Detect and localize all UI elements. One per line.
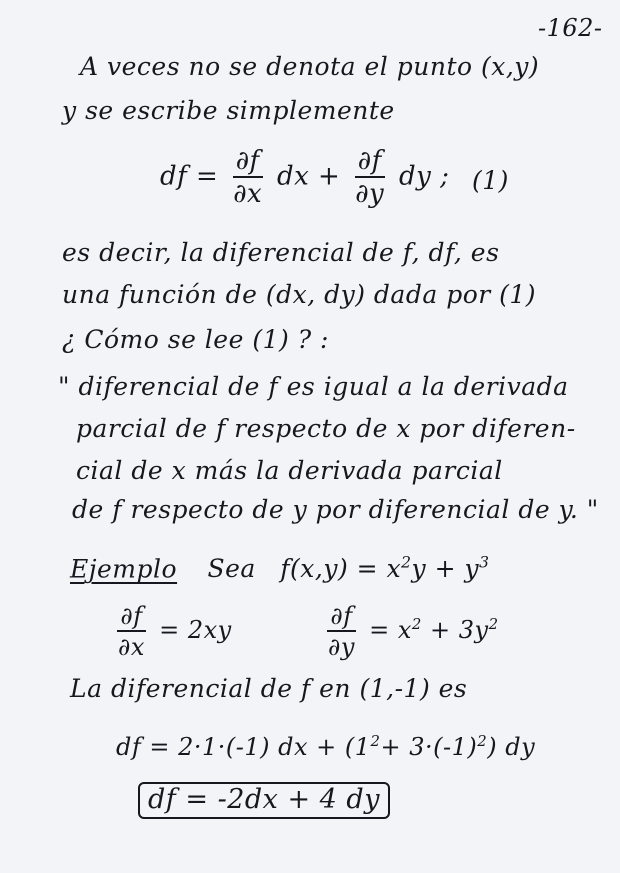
partial-x-result <box>112 604 232 659</box>
para2-line-3: ¿ Cómo se lee (1) ? : <box>62 325 329 354</box>
pdy-value-b: + 3y <box>430 616 489 644</box>
calc-exp-a: 2 <box>370 732 381 750</box>
fdef-exp-1: 2 <box>401 554 412 572</box>
equation-1-tag: (1) <box>472 166 509 195</box>
pdy-exp-a: 2 <box>411 615 422 633</box>
fdef-exp-2: 3 <box>479 554 490 572</box>
example-sea: Sea <box>207 554 256 584</box>
example-label: Ejemplo <box>70 554 178 584</box>
calc-a: df = 2·1·(-1) dx + (1 <box>116 733 371 761</box>
eq1-mid: dx + <box>276 161 341 192</box>
eq1-lhs: df = <box>160 161 219 192</box>
para2-line-2: una función de (dx, dy) dada por (1) <box>62 280 537 309</box>
equation-1 <box>160 148 449 207</box>
pdx-den: ∂x <box>118 633 145 661</box>
partial-f-partial-x <box>230 148 265 207</box>
function-definition <box>280 554 489 583</box>
quote-line-1: " diferencial de f es igual a la derivada <box>58 372 569 401</box>
pdx-value: = 2xy <box>159 616 232 644</box>
intro-line-2: y se escribe simplemente <box>62 96 395 125</box>
eq1-tail: dy ; <box>399 161 450 192</box>
boxed-result: df = -2dx + 4 dy <box>138 782 390 819</box>
pdx-num: ∂f <box>117 604 145 632</box>
quote-line-2: parcial de f respecto de x por diferen- <box>76 414 576 443</box>
pdy-exp-b: 2 <box>488 615 499 633</box>
fdef-a: f(x,y) = x <box>280 554 402 584</box>
pdx-fraction <box>115 604 148 659</box>
example-heading <box>70 554 490 583</box>
intro-line-1: A veces no se denota el punto (x,y) <box>80 52 540 81</box>
para2-line-1: es decir, la diferencial de f, df, es <box>62 238 500 267</box>
calc-exp-b: 2 <box>477 732 488 750</box>
pdy-fraction <box>325 604 358 659</box>
page-number: -162- <box>538 14 603 42</box>
pdy-value-a: = x <box>369 616 412 644</box>
calc-b: + 3·(-1) <box>380 733 478 761</box>
partial-f-partial-y <box>352 148 387 207</box>
pdy-den: ∂y <box>328 633 355 661</box>
differential-at-point-line: La diferencial de f en (1,-1) es <box>70 674 468 703</box>
eq1-frac1-num: ∂f <box>233 148 263 178</box>
differential-calculation <box>116 732 535 761</box>
eq1-frac2-den: ∂y <box>355 179 385 209</box>
eq1-frac2-num: ∂f <box>355 148 385 178</box>
calc-c: ) dy <box>487 733 536 761</box>
eq1-frac1-den: ∂x <box>233 179 263 209</box>
quote-line-4: de f respecto de y por diferencial de y. " <box>72 495 599 524</box>
quote-line-3: cial de x más la derivada parcial <box>76 456 503 485</box>
partial-y-result <box>322 604 499 659</box>
boxed-result-wrapper <box>138 784 390 815</box>
fdef-b: y + y <box>411 554 480 584</box>
pdy-num: ∂f <box>327 604 355 632</box>
